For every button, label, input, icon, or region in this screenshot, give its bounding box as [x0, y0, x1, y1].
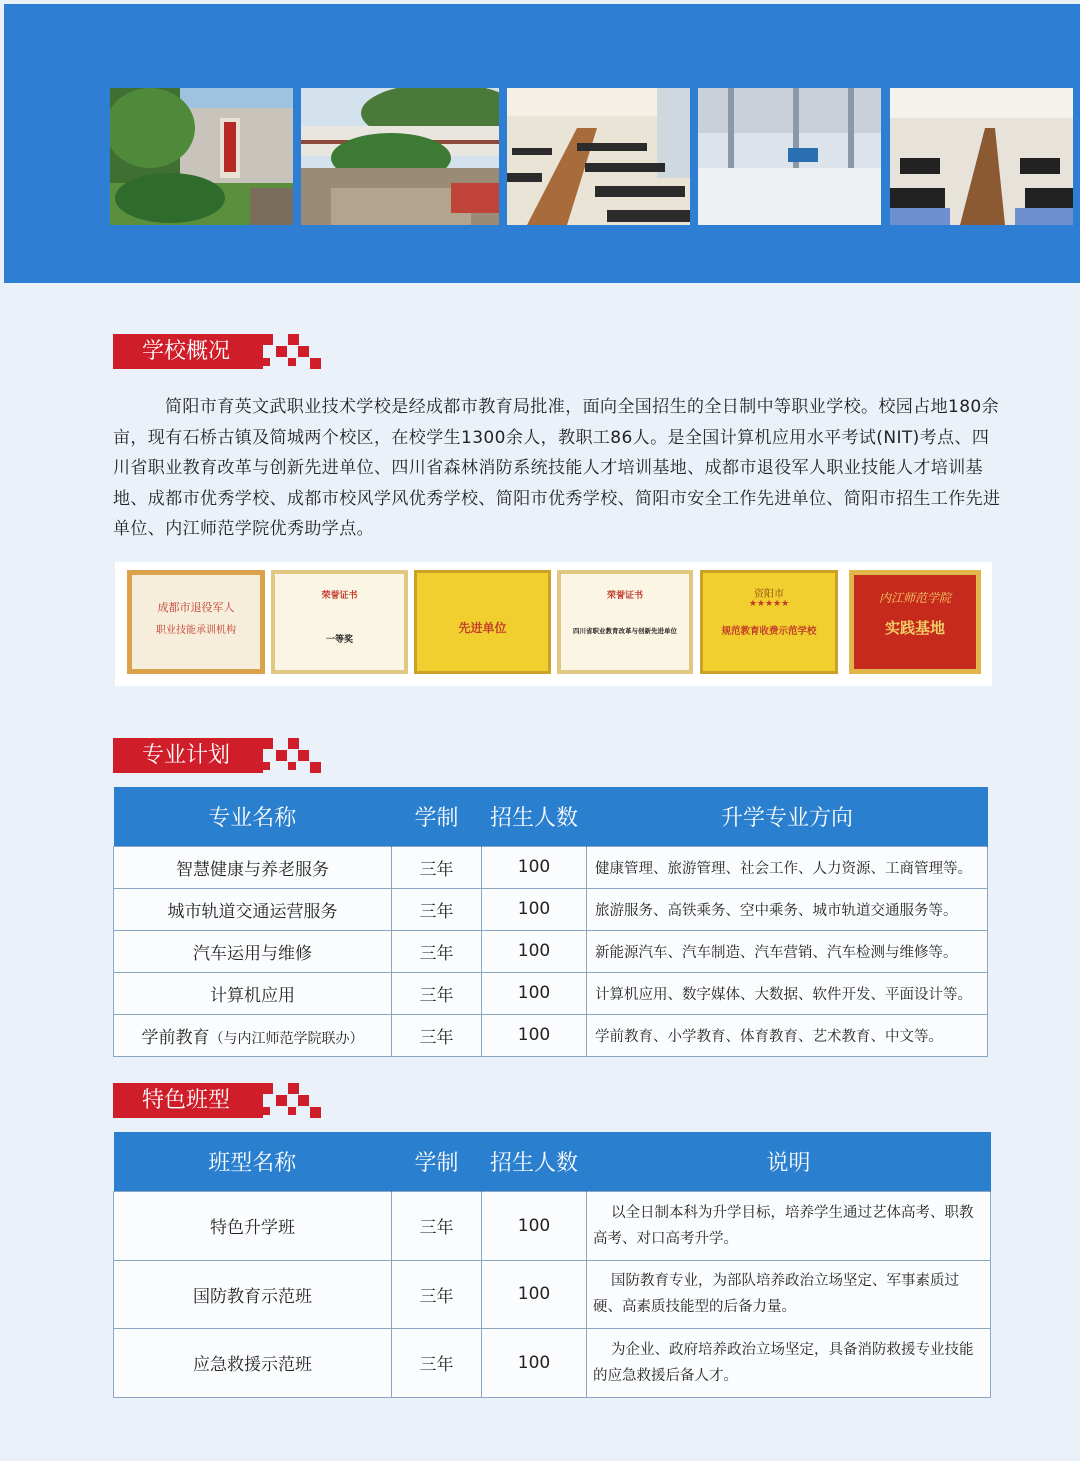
class-name: 应急救援示范班 [114, 1328, 392, 1397]
major-direction: 健康管理、旅游管理、社会工作、人力资源、工商管理等。 [587, 846, 988, 888]
classes-table [113, 1132, 991, 1398]
class-name: 特色升学班 [114, 1191, 392, 1260]
title-decoration [262, 334, 332, 369]
table-row [114, 930, 988, 972]
campus-building-photo [301, 88, 499, 225]
table-row [114, 972, 988, 1014]
table-row [114, 1260, 991, 1328]
major-count: 100 [482, 846, 587, 888]
major-name: 智慧健康与养老服务 [114, 846, 392, 888]
class-count: 100 [482, 1328, 587, 1397]
majors-table [113, 787, 988, 1057]
major-name: 计算机应用 [114, 972, 392, 1014]
header-count: 招生人数 [482, 787, 587, 846]
overview-section-title: 学校概况 [113, 334, 263, 369]
major-years: 三年 [392, 888, 482, 930]
table-row [114, 846, 988, 888]
major-name: 城市轨道交通运营服务 [114, 888, 392, 930]
header-years: 学制 [392, 1132, 482, 1191]
major-name: 学前教育 [141, 1027, 210, 1048]
certificate-first-prize: 荣誉证书 一等奖 [271, 570, 408, 674]
class-name: 国防教育示范班 [114, 1260, 392, 1328]
title-decoration [262, 738, 332, 773]
header-description: 说明 [587, 1132, 991, 1191]
header-direction: 升学专业方向 [587, 787, 988, 846]
major-direction: 计算机应用、数字媒体、大数据、软件开发、平面设计等。 [587, 972, 988, 1014]
computer-lab-photo [890, 88, 1073, 225]
major-count: 100 [482, 1014, 587, 1056]
major-direction: 新能源汽车、汽车制造、汽车营销、汽车检测与维修等。 [587, 930, 988, 972]
table-row [114, 1328, 991, 1397]
major-years: 三年 [392, 972, 482, 1014]
certificate-fee-model-school: 资阳市 ★★★★★ 规范教育收费示范学校 [700, 570, 838, 674]
class-description: 国防教育专业，为部队培养政治立场坚定、军事素质过硬、高素质技能型的后备力量。 [587, 1260, 991, 1328]
major-years: 三年 [392, 930, 482, 972]
major-years: 三年 [392, 1014, 482, 1056]
certificate-practice-base: 内江师范学院 实践基地 [849, 570, 981, 674]
major-count: 100 [482, 972, 587, 1014]
major-count: 100 [482, 888, 587, 930]
major-name: 汽车运用与维修 [114, 930, 392, 972]
major-years: 三年 [392, 846, 482, 888]
header-major-name: 专业名称 [114, 787, 392, 846]
major-direction: 学前教育、小学教育、体育教育、艺术教育、中文等。 [587, 1014, 988, 1056]
major-direction: 旅游服务、高铁乘务、空中乘务、城市轨道交通服务等。 [587, 888, 988, 930]
class-years: 三年 [392, 1191, 482, 1260]
class-description: 以全日制本科为升学目标，培养学生通过艺体高考、职教高考、对口高考升学。 [587, 1191, 991, 1260]
table-row [114, 1014, 988, 1056]
major-note: （与内江师范学院联办） [209, 1030, 364, 1047]
certificate-reform-innovation: 荣誉证书 四川省职业教育改革与创新先进单位 [557, 570, 693, 674]
table-row [114, 1191, 991, 1260]
certificate-advanced-unit: 先进单位 [414, 570, 551, 674]
table-row [114, 888, 988, 930]
class-years: 三年 [392, 1260, 482, 1328]
majors-section-title: 专业计划 [113, 738, 263, 773]
header-years: 学制 [392, 787, 482, 846]
major-name-cell [114, 1014, 392, 1056]
classes-table-header [114, 1132, 991, 1191]
header-count: 招生人数 [482, 1132, 587, 1191]
overview-text: 简阳市育英文武职业技术学校是经成都市教育局批准，面向全国招生的全日制中等职业学校。校园占地180余亩，现有石桥古镇及简城两个校区，在校学生1300余人，教职工86人。是全国计算机应用水平考试(NIT)考点、四川省职业教育改革与创新先进单位、四川省森林消防系统技能人才培训基地、成都市退役军人职业技能人才培训基地、成都市优秀学校、成都市校风学风优秀学校、简阳市优秀学校、简阳市安全工作先进单位、简阳市招生工作先进单位、内江师范学院优秀助学点。 [113, 397, 1001, 539]
hall-photo [698, 88, 881, 225]
class-count: 100 [482, 1191, 587, 1260]
majors-table-header [114, 787, 988, 846]
class-years: 三年 [392, 1328, 482, 1397]
header-class-name: 班型名称 [114, 1132, 392, 1191]
title-decoration [262, 1083, 332, 1118]
classes-section-title: 特色班型 [113, 1083, 263, 1118]
school-gate-photo [110, 88, 293, 225]
class-count: 100 [482, 1260, 587, 1328]
awards-strip [115, 562, 992, 686]
class-description: 为企业、政府培养政治立场坚定，具备消防救援专业技能的应急救援后备人才。 [587, 1328, 991, 1397]
major-count: 100 [482, 930, 587, 972]
piano-classroom-photo [507, 88, 690, 225]
certificate-veterans: 成都市退役军人 职业技能承训机构 [127, 570, 265, 674]
